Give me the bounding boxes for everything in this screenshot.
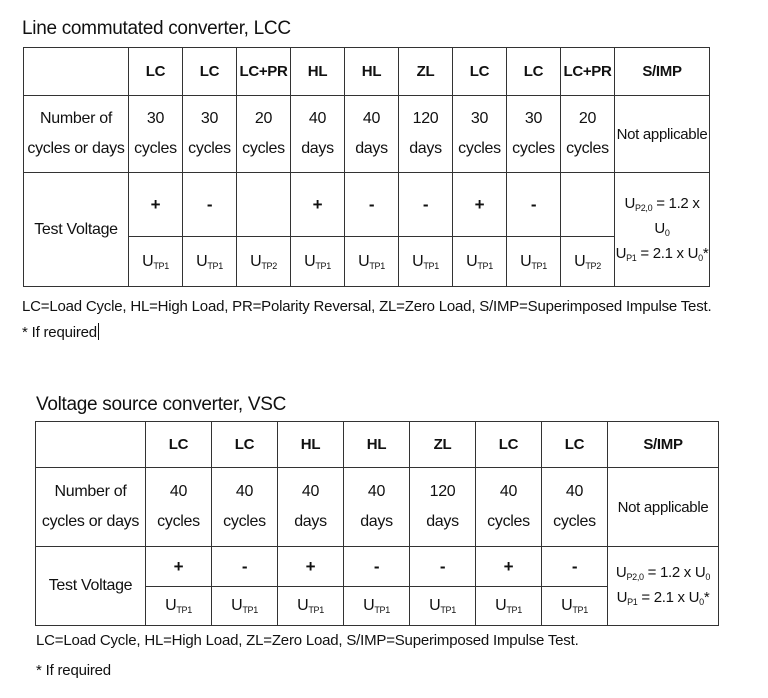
subscript: TP1: [176, 605, 192, 615]
vsc-title: Voltage source converter, VSC: [36, 394, 287, 415]
vsc-level-cell: [542, 587, 608, 626]
count-value: 40: [499, 483, 518, 500]
count-value: 40: [308, 110, 327, 127]
lcc-header-cell: LC: [453, 48, 507, 96]
vsc-table: [35, 421, 719, 626]
vsc-level-cell: [278, 587, 344, 626]
vsc-not-applicable: Not applicable: [608, 468, 719, 547]
lcc-abbreviation-note: LC=Load Cycle, HL=High Load, PR=Polarity Reversal, ZL=Zero Load, S/IMP=Superimposed Impulse Test.: [22, 298, 712, 315]
u-symbol: U: [142, 252, 154, 270]
u-symbol: U: [615, 245, 627, 262]
count-value: 40: [169, 483, 188, 500]
lcc-count-cell: [561, 96, 615, 173]
subscript: 0: [664, 228, 670, 238]
row-label-line: Number of: [54, 483, 127, 500]
vsc-level-cell: [212, 587, 278, 626]
count-unit: cycles: [134, 140, 177, 157]
subscript: TP1: [308, 605, 324, 615]
simp-text: = 1.2 x U: [643, 564, 706, 581]
row-label-line: Number of: [40, 110, 112, 127]
u-symbol: U: [615, 564, 627, 581]
lcc-count-cell: [399, 96, 453, 173]
lcc-simp-voltage-cell: [615, 173, 710, 287]
count-value: 40: [565, 483, 584, 500]
lcc-title: Line commutated converter, LCC: [22, 18, 291, 39]
count-value: 40: [235, 483, 254, 500]
subscript: TP1: [315, 260, 331, 271]
vsc-corner-cell: [36, 422, 146, 468]
count-value: 40: [301, 483, 320, 500]
count-unit: cycles: [553, 513, 596, 530]
vsc-count-row: [36, 468, 719, 547]
simp-line: [608, 561, 718, 586]
lcc-level-cell: [129, 237, 183, 287]
vsc-header-cell: LC: [542, 422, 608, 468]
u-symbol: U: [520, 252, 532, 270]
vsc-sign-cell: -: [344, 547, 410, 587]
vsc-count-cell: [344, 468, 410, 547]
count-value: 20: [578, 110, 597, 127]
vsc-simp-voltage-cell: [608, 547, 719, 626]
vsc-sign-cell: +: [146, 547, 212, 587]
count-unit: cycles: [242, 140, 285, 157]
lcc-header-cell: LC: [129, 48, 183, 96]
u-symbol: U: [165, 597, 177, 614]
simp-text: = 2.1 x U: [636, 245, 699, 262]
footnote-text: * If required: [22, 324, 97, 341]
lcc-count-cell: [291, 96, 345, 173]
lcc-header-cell: S/IMP: [615, 48, 710, 96]
count-unit: days: [294, 513, 327, 530]
vsc-header-cell: LC: [476, 422, 542, 468]
lcc-sign-cell: -: [507, 173, 561, 237]
count-value: 30: [146, 110, 165, 127]
simp-line: [615, 192, 709, 242]
lcc-corner-cell: [24, 48, 129, 96]
vsc-sign-cell: +: [476, 547, 542, 587]
u-symbol: U: [196, 252, 208, 270]
lcc-level-cell: [183, 237, 237, 287]
vsc-count-cell: [212, 468, 278, 547]
count-unit: days: [360, 513, 393, 530]
u-symbol: U: [231, 597, 243, 614]
count-unit: days: [301, 140, 334, 157]
vsc-sign-cell: -: [542, 547, 608, 587]
count-unit: cycles: [487, 513, 530, 530]
lcc-sign-cell: +: [291, 173, 345, 237]
count-unit: cycles: [157, 513, 200, 530]
vsc-sign-cell: -: [410, 547, 476, 587]
count-value: 30: [470, 110, 489, 127]
lcc-level-cell: [345, 237, 399, 287]
row-label-line: cycles or days: [27, 140, 125, 157]
count-unit: cycles: [458, 140, 501, 157]
count-value: 30: [200, 110, 219, 127]
subscript: TP1: [153, 260, 169, 271]
vsc-header-cell: ZL: [410, 422, 476, 468]
lcc-header-cell: LC: [507, 48, 561, 96]
subscript: TP1: [572, 605, 588, 615]
u-symbol: U: [574, 252, 586, 270]
subscript: TP1: [374, 605, 390, 615]
u-symbol: U: [358, 252, 370, 270]
row-label-line: cycles or days: [41, 513, 140, 530]
vsc-count-label: [36, 468, 146, 547]
subscript: 0: [705, 572, 711, 582]
lcc-level-cell: [453, 237, 507, 287]
count-value: 30: [524, 110, 543, 127]
vsc-level-cell: [344, 587, 410, 626]
simp-text: = 1.2 x U: [652, 195, 700, 237]
subscript: P2,0: [626, 572, 644, 582]
lcc-count-row: [24, 96, 710, 173]
vsc-count-cell: [278, 468, 344, 547]
u-symbol: U: [429, 597, 441, 614]
u-symbol: U: [495, 597, 507, 614]
subscript: TP1: [477, 260, 493, 271]
lcc-sign-cell: [237, 173, 291, 237]
vsc-header-cell: HL: [344, 422, 410, 468]
subscript: 0: [699, 597, 704, 607]
lcc-header-cell: LC: [183, 48, 237, 96]
lcc-sign-cell: -: [345, 173, 399, 237]
subscript: P2,0: [635, 203, 653, 213]
count-value: 120: [412, 110, 439, 127]
count-unit: cycles: [223, 513, 266, 530]
lcc-sign-cell: -: [399, 173, 453, 237]
vsc-count-cell: [476, 468, 542, 547]
lcc-test-voltage-label: Test Voltage: [24, 173, 129, 287]
vsc-level-cell: [410, 587, 476, 626]
vsc-header-cell: S/IMP: [608, 422, 719, 468]
count-unit: days: [426, 513, 459, 530]
u-symbol: U: [304, 252, 316, 270]
vsc-level-cell: [146, 587, 212, 626]
lcc-sign-row: [24, 173, 710, 237]
lcc-count-label: [24, 96, 129, 173]
vsc-header-row: [36, 422, 719, 468]
simp-tail: *: [703, 589, 710, 606]
vsc-header-cell: LC: [212, 422, 278, 468]
lcc-level-cell: [237, 237, 291, 287]
u-symbol: U: [616, 589, 628, 606]
lcc-level-cell: [399, 237, 453, 287]
lcc-count-cell: [345, 96, 399, 173]
lcc-level-cell: [507, 237, 561, 287]
u-symbol: U: [297, 597, 309, 614]
u-symbol: U: [561, 597, 573, 614]
lcc-header-cell: ZL: [399, 48, 453, 96]
u-symbol: U: [466, 252, 478, 270]
lcc-count-cell: [507, 96, 561, 173]
subscript: TP2: [585, 260, 601, 271]
count-unit: cycles: [188, 140, 231, 157]
count-unit: cycles: [512, 140, 555, 157]
vsc-level-cell: [476, 587, 542, 626]
count-unit: days: [355, 140, 388, 157]
lcc-not-applicable: Not applicable: [615, 96, 710, 173]
vsc-count-cell: [410, 468, 476, 547]
lcc-footnote: [22, 322, 99, 344]
count-value: 40: [367, 483, 386, 500]
vsc-count-cell: [542, 468, 608, 547]
lcc-header-cell: HL: [291, 48, 345, 96]
subscript: TP1: [531, 260, 547, 271]
count-unit: cycles: [566, 140, 609, 157]
count-value: 120: [429, 483, 456, 500]
subscript: TP1: [369, 260, 385, 271]
lcc-sign-cell: +: [129, 173, 183, 237]
count-value: 20: [254, 110, 273, 127]
lcc-table: [23, 47, 710, 287]
lcc-sign-cell: -: [183, 173, 237, 237]
lcc-header-cell: LC+PR: [237, 48, 291, 96]
vsc-abbreviation-note: LC=Load Cycle, HL=High Load, ZL=Zero Load, S/IMP=Superimposed Impulse Test.: [36, 632, 579, 649]
subscript: TP1: [506, 605, 522, 615]
vsc-footnote: * If required: [36, 662, 111, 679]
subscript: TP1: [207, 260, 223, 271]
u-symbol: U: [412, 252, 424, 270]
text-cursor: [98, 323, 99, 340]
lcc-header-row: [24, 48, 710, 96]
simp-line: [615, 242, 709, 267]
lcc-level-cell: [561, 237, 615, 287]
vsc-test-voltage-label: Test Voltage: [36, 547, 146, 626]
lcc-count-cell: [183, 96, 237, 173]
simp-tail: *: [702, 245, 709, 262]
count-unit: days: [409, 140, 442, 157]
subscript: TP1: [423, 260, 439, 271]
lcc-sign-cell: [561, 173, 615, 237]
subscript: P1: [626, 253, 637, 263]
vsc-sign-row: [36, 547, 719, 587]
u-symbol: U: [250, 252, 262, 270]
lcc-header-cell: LC+PR: [561, 48, 615, 96]
simp-text: = 2.1 x U: [637, 589, 700, 606]
vsc-sign-cell: -: [212, 547, 278, 587]
vsc-header-cell: LC: [146, 422, 212, 468]
lcc-level-cell: [291, 237, 345, 287]
subscript: 0: [698, 253, 703, 263]
simp-line: [608, 586, 718, 611]
u-symbol: U: [624, 195, 635, 212]
subscript: TP1: [242, 605, 258, 615]
lcc-count-cell: [129, 96, 183, 173]
vsc-count-cell: [146, 468, 212, 547]
u-symbol: U: [363, 597, 375, 614]
lcc-header-cell: HL: [345, 48, 399, 96]
lcc-count-cell: [453, 96, 507, 173]
count-value: 40: [362, 110, 381, 127]
vsc-sign-cell: +: [278, 547, 344, 587]
lcc-count-cell: [237, 96, 291, 173]
subscript: P1: [627, 597, 638, 607]
lcc-sign-cell: +: [453, 173, 507, 237]
subscript: TP1: [440, 605, 456, 615]
vsc-header-cell: HL: [278, 422, 344, 468]
subscript: TP2: [261, 260, 277, 271]
